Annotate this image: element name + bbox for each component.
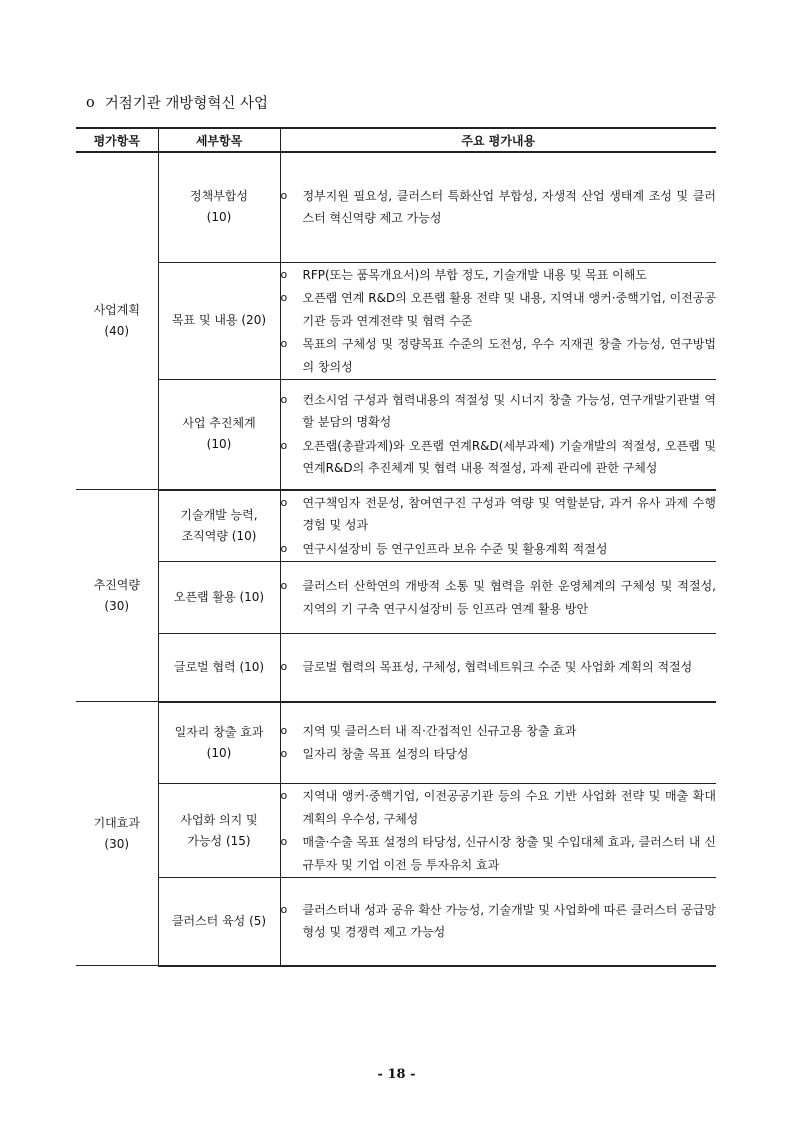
subcategory-name: 기술개발 능력, bbox=[180, 507, 258, 522]
criteria-list bbox=[281, 575, 717, 620]
header-category: 평가항목 bbox=[76, 128, 158, 152]
content-cell bbox=[280, 380, 716, 490]
bullet-icon: o bbox=[280, 902, 288, 916]
bullet-icon: o bbox=[280, 392, 288, 406]
criteria-text: 컨소시엄 구성과 협력내용의 적절성 및 시너지 창출 가능성, 연구개발기관별 역할 분담의 명확성 bbox=[302, 392, 716, 430]
list-item bbox=[281, 575, 717, 620]
table-row bbox=[76, 878, 716, 966]
subcategory-cell bbox=[158, 562, 280, 634]
content-cell bbox=[280, 562, 716, 634]
bullet-icon: o bbox=[280, 291, 288, 304]
criteria-list bbox=[281, 720, 717, 766]
subcategory-name: 목표 및 내용 (20) bbox=[171, 313, 267, 328]
subcategory-cell bbox=[158, 634, 280, 702]
bullet-icon: o bbox=[280, 835, 288, 848]
category-cell bbox=[76, 490, 158, 702]
list-item bbox=[281, 899, 717, 944]
bullet-icon: o bbox=[280, 579, 288, 592]
list-item bbox=[281, 287, 717, 332]
bullet-icon: o bbox=[280, 188, 288, 202]
category-points: (30) bbox=[104, 598, 130, 613]
subcategory-cell bbox=[158, 380, 280, 490]
subcategory-name: 클러스터 육성 (5) bbox=[171, 913, 267, 928]
list-item bbox=[281, 333, 717, 378]
subcategory-name: 정책부합성 bbox=[190, 189, 248, 204]
criteria-list bbox=[281, 185, 717, 230]
criteria-text: 지역내 앵커·중핵기업, 이전공공기관 등의 수요 기반 사업화 전략 및 매출 확대 계획의 우수성, 구체성 bbox=[302, 789, 716, 826]
criteria-text: 클러스터 산학연의 개방적 소통 및 협력을 위한 운영체계의 구체성 및 적절성, 지역의 기 구축 연구시설장비 등 인프라 연계 활용 방안 bbox=[302, 579, 716, 616]
table-row bbox=[76, 784, 716, 878]
table-header-row bbox=[76, 128, 716, 152]
subcategory-name: 일자리 창출 효과 bbox=[174, 724, 264, 739]
header-subcategory: 세부항목 bbox=[158, 128, 280, 152]
criteria-text: 일자리 창출 목표 설정의 타당성 bbox=[302, 747, 469, 762]
criteria-text: 오픈랩(총괄과제)와 오픈랩 연계R&D(세부과제) 기술개발의 적절성, 오픈랩 및 연계R&D의 추진체계 및 협력 내용 적절성, 과제 관리에 관한 구체성 bbox=[302, 438, 716, 476]
criteria-text: 지역 및 클러스터 내 직·간접적인 신규고용 창출 효과 bbox=[302, 723, 577, 738]
category-points: (40) bbox=[104, 324, 130, 338]
table-body bbox=[76, 152, 716, 966]
content-cell bbox=[280, 262, 716, 380]
subcategory-points: (10) bbox=[206, 437, 232, 452]
content-cell bbox=[280, 784, 716, 878]
subcategory-name: 사업 추진체계 bbox=[182, 416, 256, 431]
bullet-icon: o bbox=[280, 660, 288, 673]
section-heading bbox=[86, 92, 268, 113]
criteria-text: 매출·수출 목표 설정의 타당성, 신규시장 창출 및 수입대체 효과, 클러스터 내 신규투자 및 기업 이전 등 투자유치 효과 bbox=[302, 835, 716, 872]
table-row bbox=[76, 634, 716, 702]
criteria-list bbox=[281, 785, 717, 876]
criteria-text: 글로벌 협력의 목표성, 구체성, 협력네트워크 수준 및 사업화 계획의 적절성 bbox=[302, 660, 693, 674]
subcategory-name: 사업화 의지 및 bbox=[180, 812, 258, 827]
criteria-text: 오픈랩 연계 R&D의 오픈랩 활용 전략 및 내용, 지역내 앵커·중핵기업, 이전공공기관 등과 연계전략 및 협력 수준 bbox=[302, 291, 716, 328]
bullet-icon: o bbox=[280, 789, 288, 802]
list-item bbox=[281, 492, 717, 537]
list-item bbox=[281, 264, 717, 287]
criteria-text: 클러스터내 성과 공유 확산 가능성, 기술개발 및 사업화에 따른 클러스터 공급망 형성 및 경쟁력 제고 가능성 bbox=[302, 902, 716, 940]
list-item bbox=[281, 538, 717, 561]
category-cell bbox=[76, 152, 158, 490]
bullet-icon: o bbox=[86, 94, 95, 111]
subcategory-points: 조직역량 (10) bbox=[181, 528, 257, 543]
section-title: 거점기관 개방형혁신 사업 bbox=[104, 96, 269, 112]
list-item bbox=[281, 831, 717, 876]
table-row bbox=[76, 380, 716, 490]
criteria-text: 정부지원 필요성, 클러스터 특화산업 부합성, 자생적 산업 생태계 조성 및 클러스터 혁신역량 제고 가능성 bbox=[302, 188, 716, 226]
criteria-text: 연구시설장비 등 연구인프라 보유 수준 및 활용계획 적절성 bbox=[302, 541, 608, 556]
table-row bbox=[76, 262, 716, 380]
content-cell bbox=[280, 152, 716, 262]
subcategory-cell bbox=[158, 878, 280, 966]
bullet-icon: o bbox=[280, 267, 288, 281]
criteria-text: RFP(또는 품목개요서)의 부합 정도, 기술개발 내용 및 목표 이해도 bbox=[302, 267, 647, 282]
subcategory-name: 오픈랩 활용 (10) bbox=[173, 590, 265, 604]
criteria-list bbox=[281, 656, 717, 679]
criteria-text: 연구책임자 전문성, 참여연구진 구성과 역량 및 역할분담, 과거 유사 과제 수행 경험 및 성과 bbox=[302, 495, 716, 532]
list-item bbox=[281, 185, 717, 230]
subcategory-cell bbox=[158, 262, 280, 380]
list-item bbox=[281, 435, 717, 480]
category-points: (30) bbox=[104, 836, 130, 851]
subcategory-points: 가능성 (15) bbox=[187, 833, 251, 848]
subcategory-cell bbox=[158, 152, 280, 262]
category-name: 기대효과 bbox=[93, 815, 140, 830]
list-item bbox=[281, 743, 717, 766]
header-content: 주요 평가내용 bbox=[280, 128, 716, 152]
subcategory-points: (10) bbox=[206, 210, 232, 225]
list-item bbox=[281, 656, 717, 679]
content-cell bbox=[280, 702, 716, 784]
list-item bbox=[281, 389, 717, 434]
bullet-icon: o bbox=[280, 747, 288, 761]
bullet-icon: o bbox=[280, 438, 288, 452]
table-row bbox=[76, 490, 716, 562]
evaluation-table bbox=[76, 127, 716, 967]
criteria-list bbox=[281, 264, 717, 379]
category-name: 추진역량 bbox=[93, 577, 140, 592]
content-cell bbox=[280, 490, 716, 562]
content-cell bbox=[280, 634, 716, 702]
subcategory-points: (10) bbox=[206, 745, 232, 760]
criteria-list bbox=[281, 492, 717, 561]
bullet-icon: o bbox=[280, 723, 288, 737]
criteria-list bbox=[281, 389, 717, 480]
list-item bbox=[281, 785, 717, 830]
bullet-icon: o bbox=[280, 541, 288, 555]
criteria-list bbox=[281, 899, 717, 944]
bullet-icon: o bbox=[280, 337, 288, 350]
content-cell bbox=[280, 878, 716, 966]
table-row bbox=[76, 562, 716, 634]
subcategory-cell bbox=[158, 784, 280, 878]
category-cell bbox=[76, 702, 158, 966]
subcategory-cell bbox=[158, 702, 280, 784]
criteria-text: 목표의 구체성 및 정량목표 수준의 도전성, 우수 지재권 창출 가능성, 연구방법의 창의성 bbox=[302, 337, 716, 374]
subcategory-cell bbox=[158, 490, 280, 562]
subcategory-name: 글로벌 협력 (10) bbox=[173, 659, 265, 674]
table-row bbox=[76, 702, 716, 784]
table-row bbox=[76, 152, 716, 262]
category-name: 사업계획 bbox=[93, 303, 140, 317]
bullet-icon: o bbox=[280, 495, 288, 509]
page-number: - 18 - bbox=[377, 1067, 416, 1082]
list-item bbox=[281, 720, 717, 743]
